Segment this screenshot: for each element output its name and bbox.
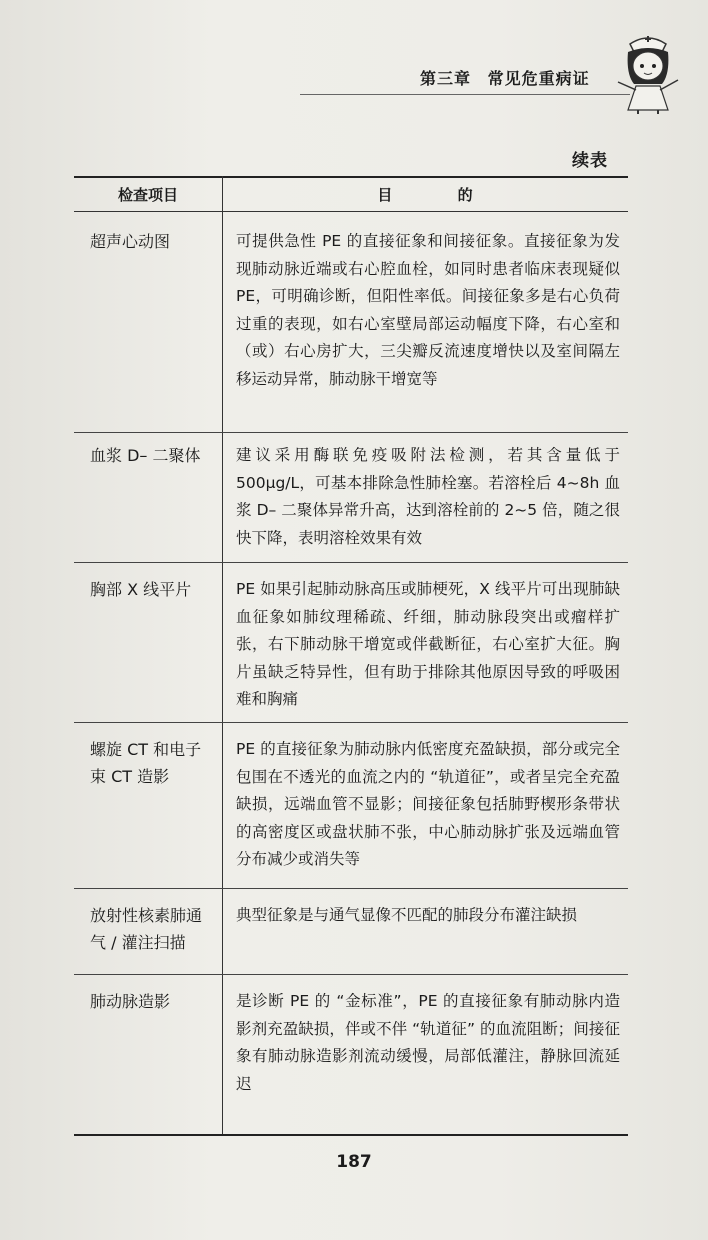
header-rule bbox=[300, 94, 630, 95]
table-bottom-rule bbox=[74, 1134, 628, 1136]
row-2-item: 血浆 D– 二聚体 bbox=[90, 446, 201, 465]
row-5-item: 放射性核素肺通气 / 灌注扫描 bbox=[90, 906, 203, 952]
exam-table bbox=[74, 176, 628, 1134]
nurse-mascot-icon bbox=[612, 30, 684, 114]
row-2-purpose: 建议采用酶联免疫吸附法检测，若其含量低于 500μg/L，可基本排除急性肺栓塞。若溶栓后 4~8h 血浆 D– 二聚体异常升高，达到溶栓前的 2~5 倍，随之很快下降，表明溶栓效果有效 bbox=[236, 446, 620, 547]
row-rule bbox=[74, 888, 628, 889]
row-rule bbox=[74, 722, 628, 723]
column-divider bbox=[222, 176, 223, 1136]
table-header-rule bbox=[74, 211, 628, 212]
row-4-item: 螺旋 CT 和电子束 CT 造影 bbox=[90, 740, 202, 786]
header-purpose: 目 的 bbox=[377, 186, 503, 204]
row-5-purpose: 典型征象是与通气显像不匹配的肺段分布灌注缺损 bbox=[236, 906, 578, 924]
row-3-item: 胸部 X 线平片 bbox=[90, 580, 192, 599]
row-1-item: 超声心动图 bbox=[90, 232, 171, 251]
table-top-rule bbox=[74, 176, 628, 178]
row-rule bbox=[74, 974, 628, 975]
header-exam-item: 检查项目 bbox=[117, 186, 178, 204]
row-3-purpose: PE 如果引起肺动脉高压或肺梗死，X 线平片可出现肺缺血征象如肺纹理稀疏、纤细，肺动脉段突出或瘤样扩张，右下肺动脉干增宽或伴截断征，右心室扩大征。胸片虽缺乏特异性，但有助于排除其他原因导致的呼吸困难和胸痛 bbox=[236, 580, 620, 708]
continued-label: 续表 bbox=[572, 151, 608, 171]
page-number: 187 bbox=[336, 1152, 372, 1172]
chapter-title: 常见危重病证 bbox=[487, 69, 590, 88]
row-4-purpose: PE 的直接征象为肺动脉内低密度充盈缺损，部分或完全包围在不透光的血流之内的 “轨道征”，或者呈完全充盈缺损，远端血管不显影；间接征象包括肺野楔形条带状的高密度区或盘状肺不张，中心肺动脉扩张及远端血管分布减少或消失等 bbox=[236, 740, 620, 868]
running-head bbox=[420, 66, 600, 89]
row-rule bbox=[74, 432, 628, 433]
row-6-purpose: 是诊断 PE 的 “金标准”，PE 的直接征象有肺动脉内造影剂充盈缺损，伴或不伴 “轨道征” 的血流阻断；间接征象有肺动脉造影剂流动缓慢，局部低灌注，静脉回流延迟 bbox=[236, 992, 620, 1093]
chapter-number: 第三章 bbox=[420, 69, 472, 88]
row-rule bbox=[74, 562, 628, 563]
row-1-purpose: 可提供急性 PE 的直接征象和间接征象。直接征象为发现肺动脉近端或右心腔血栓，如同时患者临床表现疑似 PE，可明确诊断，但阳性率低。间接征象多是右心负荷过重的表现，如右心室壁局部运动幅度下降，右心室和（或）右心房扩大，三尖瓣反流速度增快以及室间隔左移运动异常，肺动脉干增宽等 bbox=[236, 232, 620, 388]
row-6-item: 肺动脉造影 bbox=[90, 992, 171, 1011]
